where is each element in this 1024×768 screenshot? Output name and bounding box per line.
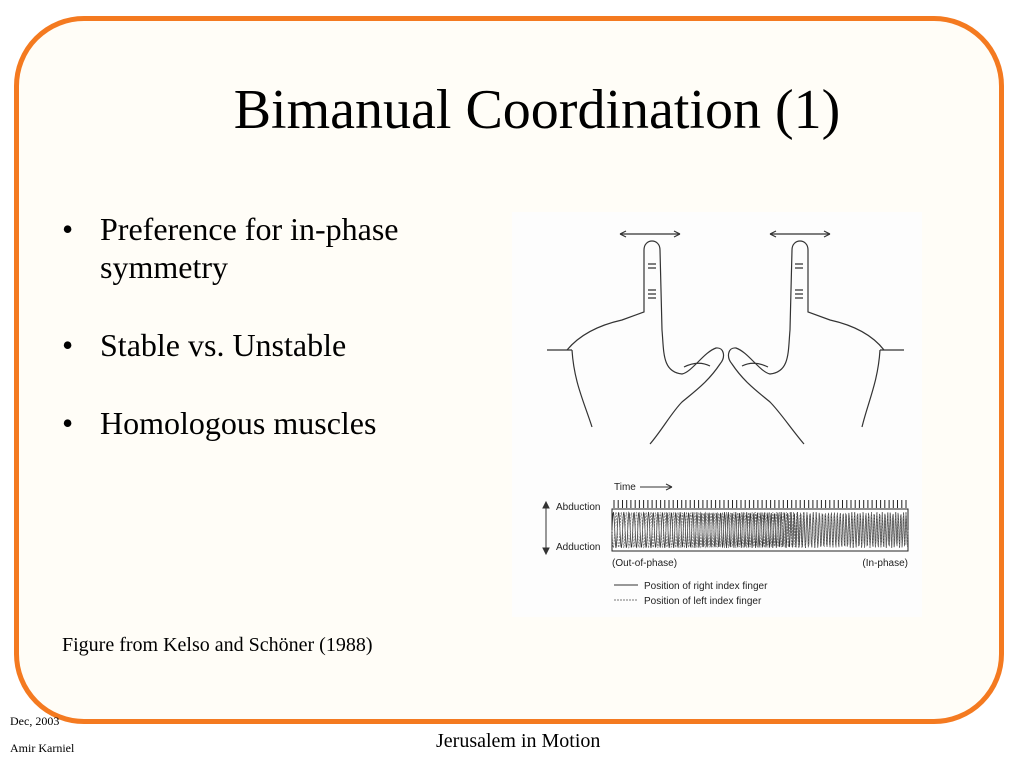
slide-title: Bimanual Coordination (1): [233, 79, 841, 141]
waveform-chart: [543, 482, 908, 607]
bullet-item: • Homologous muscles: [62, 404, 502, 442]
legend-right-label: Position of right index finger: [644, 581, 768, 592]
tick-marks: [614, 500, 906, 508]
footer-center: Jerusalem in Motion: [436, 730, 601, 752]
in-phase-label: (In-phase): [862, 558, 908, 569]
footer-date: Dec, 2003: [10, 714, 60, 728]
legend-left-label: Position of left index finger: [644, 596, 762, 607]
updown-arrow-icon: [543, 502, 549, 554]
bullet-list: [62, 210, 502, 482]
bimanual-figure: [512, 212, 922, 617]
footer-author: Amir Karniel: [10, 741, 75, 755]
bullet-item: • Stable vs. Unstable: [62, 326, 502, 364]
adduction-label: Adduction: [556, 542, 601, 553]
bullet-item: • Preference for in-phase symmetry: [62, 210, 502, 286]
figure-illustration: [512, 212, 922, 617]
abduction-label: Abduction: [556, 502, 601, 513]
out-of-phase-label: (Out-of-phase): [612, 558, 678, 569]
figure-caption: Figure from Kelso and Schöner (1988): [62, 634, 373, 656]
hands-illustration: [547, 231, 904, 444]
time-label: Time: [614, 482, 636, 493]
